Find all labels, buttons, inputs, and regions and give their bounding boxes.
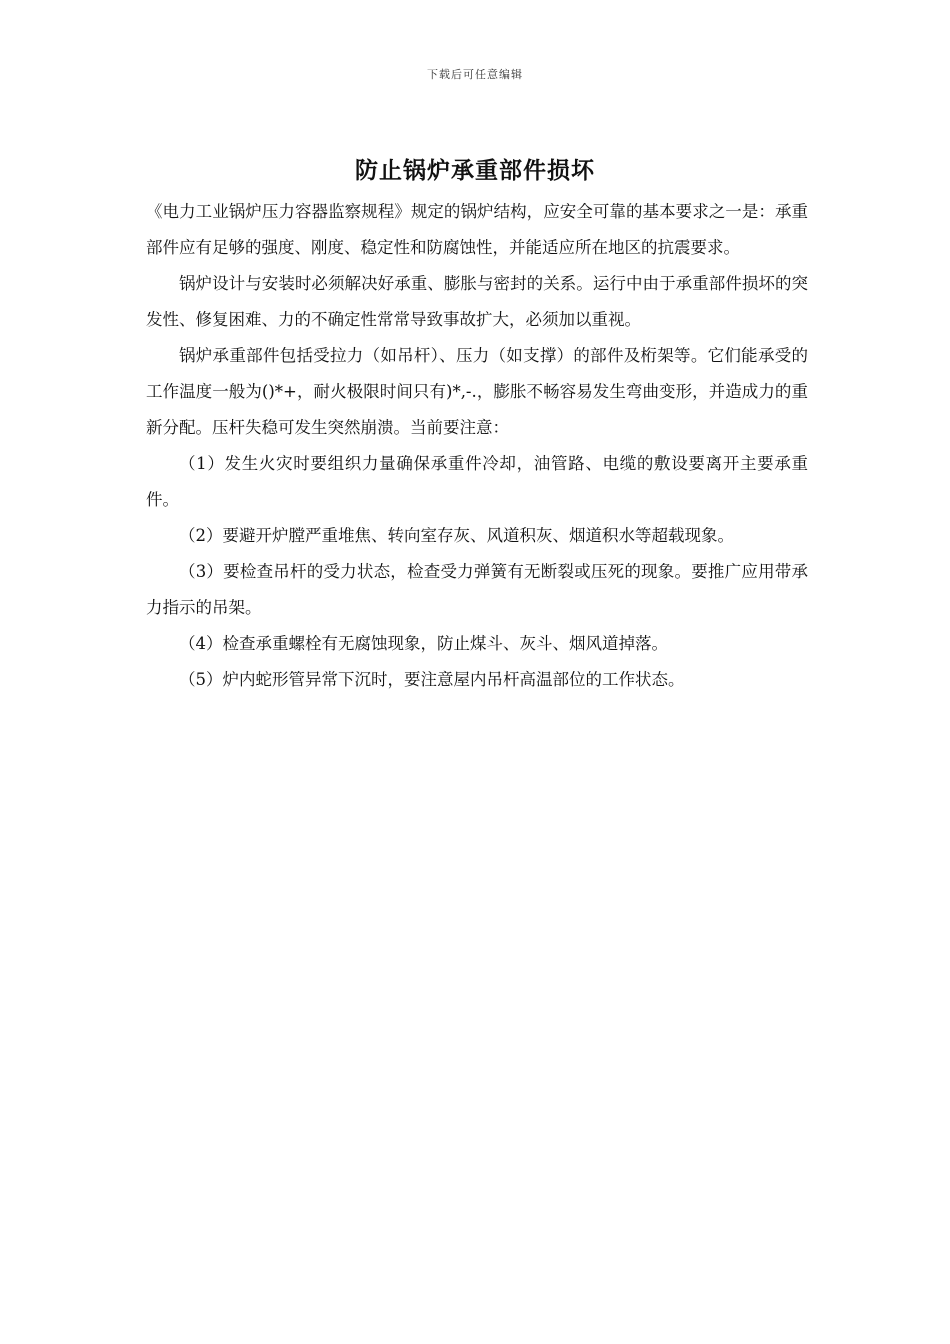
list-item-4: （4）检查承重螺栓有无腐蚀现象，防止煤斗、灰斗、烟风道掉落。 bbox=[179, 634, 668, 653]
list-item-3: （3）要检查吊杆的受力状态，检查受力弹簧有无断裂或压死的现象。要推广应用带承力指示的吊架。 bbox=[146, 562, 808, 617]
document-body bbox=[146, 194, 808, 698]
paragraph-intro: 《电力工业锅炉压力容器监察规程》规定的锅炉结构，应安全可靠的基本要求之一是：承重部件应有足够的强度、刚度、稳定性和防腐蚀性，并能适应所在地区的抗震要求。 bbox=[146, 202, 808, 257]
paragraph-components: 锅炉承重部件包括受拉力（如吊杆）、压力（如支撑）的部件及桁架等。它们能承受的工作温度一般为()*+，耐火极限时间只有)*,-.，膨胀不畅容易发生弯曲变形，并造成力的重新分配。压杆失稳可发生突然崩溃。当前要注意： bbox=[146, 346, 808, 437]
list-item-5: （5）炉内蛇形管异常下沉时，要注意屋内吊杆高温部位的工作状态。 bbox=[179, 670, 685, 689]
header-note: 下载后可任意编辑 bbox=[427, 68, 523, 81]
list-item-1: （1）发生火灾时要组织力量确保承重件冷却，油管路、电缆的敷设要离开主要承重件。 bbox=[146, 454, 808, 509]
paragraph-design: 锅炉设计与安装时必须解决好承重、膨胀与密封的关系。运行中由于承重部件损坏的突发性、修复困难、力的不确定性常常导致事故扩大，必须加以重视。 bbox=[146, 274, 808, 329]
list-item-2: （2）要避开炉膛严重堆焦、转向室存灰、风道积灰、烟道积水等超载现象。 bbox=[179, 526, 734, 545]
document-title: 防止锅炉承重部件损坏 bbox=[355, 158, 595, 184]
